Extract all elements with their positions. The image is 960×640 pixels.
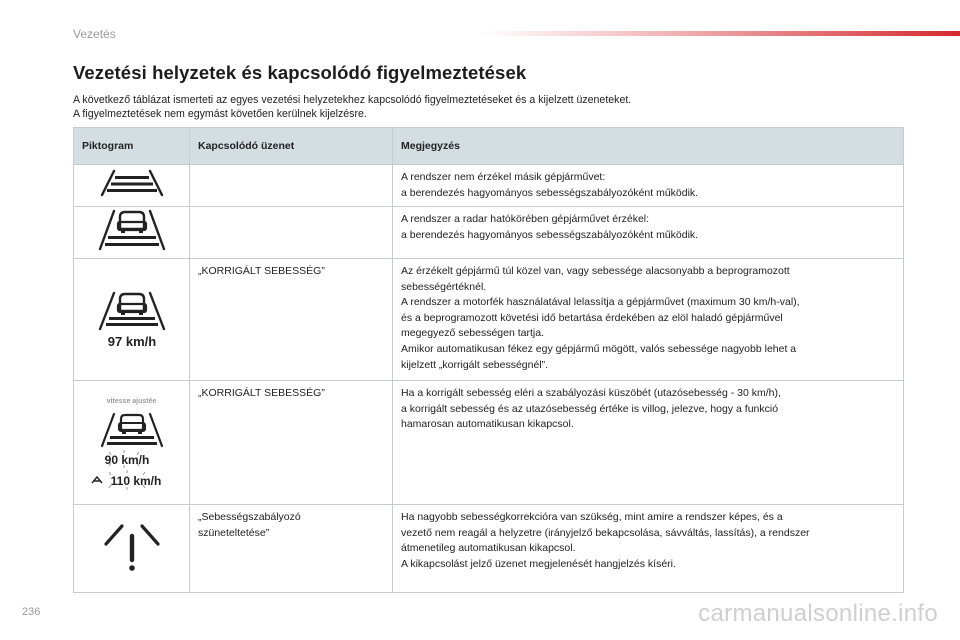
pictogram-cell xyxy=(74,381,190,505)
message-cell xyxy=(190,165,393,207)
header-message: Kapcsolódó üzenet xyxy=(190,128,393,165)
message-cell xyxy=(190,381,393,505)
note-cell xyxy=(393,381,904,505)
pictogram-cell xyxy=(74,505,190,593)
pictogram-caption: vitesse ajustée xyxy=(106,397,157,405)
table-row xyxy=(74,259,904,381)
lanes-no-vehicle-icon xyxy=(92,168,172,198)
table-row xyxy=(74,505,904,593)
warning-suspended-icon xyxy=(92,518,172,574)
lanes-vehicle-icon xyxy=(92,290,172,332)
message-cell xyxy=(190,505,393,593)
note-line: A rendszer a radar hatókörében gépjárművet érzékel: xyxy=(401,213,650,225)
table-row xyxy=(74,207,904,259)
intro-line: A következő táblázat ismerteti az egyes vezetési helyzetekhez kapcsolódó figyelmeztetéseket és a kijelzett üzeneteket. xyxy=(73,94,632,106)
page-number: 236 xyxy=(22,606,41,618)
svg-text:110 km/h: 110 km/h xyxy=(110,474,161,489)
cruise-speed-flashing-icon xyxy=(87,469,177,491)
svg-text:90 km/h: 90 km/h xyxy=(104,453,149,468)
page-title: Vezetési helyzetek és kapcsolódó figyelmeztetések xyxy=(73,62,527,83)
note-line: és a beprogramozott követési idő betartása érdekében az elöl haladó gépjárművel xyxy=(401,311,783,324)
table-row xyxy=(74,165,904,207)
warnings-table xyxy=(73,127,904,593)
header-accent-bar xyxy=(480,31,960,36)
table-header-row xyxy=(74,128,904,165)
speed-readout xyxy=(92,332,172,350)
note-line: a berendezés hagyományos sebességszabályozóként működik. xyxy=(401,186,699,199)
note-line: A rendszer nem érzékel másik gépjárművet: xyxy=(401,171,606,183)
message-cell xyxy=(190,259,393,381)
note-line: A kikapcsolást jelző üzenet megjelenését hangjelzés kíséri. xyxy=(401,557,676,570)
note-line: vezető nem reagál a helyzetre (irányjelző bekapcsolása, sávváltás, lassítás), a rendszer xyxy=(401,526,810,539)
note-line: Ha a korrigált sebesség eléri a szabályozási küszöbét (utazósebesség - 30 km/h), xyxy=(401,387,781,399)
note-line: Az érzékelt gépjármű túl közel van, vagy sebessége alacsonyabb a beprogramozott xyxy=(401,265,790,277)
note-cell xyxy=(393,259,904,381)
note-line: Amikor automatikusan fékez egy gépjármű mögött, valós sebessége nagyobb lehet a xyxy=(401,342,797,355)
note-cell xyxy=(393,165,904,207)
message-line: „KORRIGÁLT SEBESSÉG” xyxy=(198,387,325,399)
intro-text xyxy=(73,93,893,121)
corrected-speed-flashing-icon xyxy=(87,449,177,469)
watermark: carmanualsonline.info xyxy=(698,600,938,627)
note-line: A rendszer a motorfék használatával lelassítja a gépjárművet (maximum 30 km/h-val), xyxy=(401,296,800,309)
note-cell xyxy=(393,505,904,593)
pictogram-cell xyxy=(74,165,190,207)
message-line: „Sebességszabályozó xyxy=(198,511,301,523)
note-line: átmenetileg automatikusan kikapcsol. xyxy=(401,542,576,555)
note-line: hamarosan automatikusan kikapcsol. xyxy=(401,418,574,431)
message-line: szüneteltetése” xyxy=(198,526,270,539)
note-line: kijelzett „korrigált sebességnél”. xyxy=(401,358,549,371)
lanes-vehicle-icon xyxy=(92,411,172,449)
note-cell xyxy=(393,207,904,259)
intro-line: A figyelmeztetések nem egymást követően kerülnek kijelzésre. xyxy=(73,108,367,120)
note-line: a korrigált sebesség és az utazósebesség értéke is villog, jelezve, hogy a funkció xyxy=(401,402,779,415)
section-label: Vezetés xyxy=(73,27,116,41)
note-line: a berendezés hagyományos sebességszabályozóként működik. xyxy=(401,228,699,241)
note-line: megegyező sebességen tartja. xyxy=(401,327,545,340)
message-cell xyxy=(190,207,393,259)
lanes-vehicle-icon xyxy=(92,208,172,252)
pictogram-cell xyxy=(74,207,190,259)
pictogram-cell xyxy=(74,259,190,381)
note-line: Ha nagyobb sebességkorrekcióra van szükség, mint amire a rendszer képes, és a xyxy=(401,511,783,523)
table-row xyxy=(74,381,904,505)
svg-text:97 km/h: 97 km/h xyxy=(107,333,156,349)
header-note: Megjegyzés xyxy=(393,128,904,165)
message-line: „KORRIGÁLT SEBESSÉG” xyxy=(198,265,325,277)
header-pictogram: Piktogram xyxy=(74,128,190,165)
note-line: sebességértéknél. xyxy=(401,280,487,293)
